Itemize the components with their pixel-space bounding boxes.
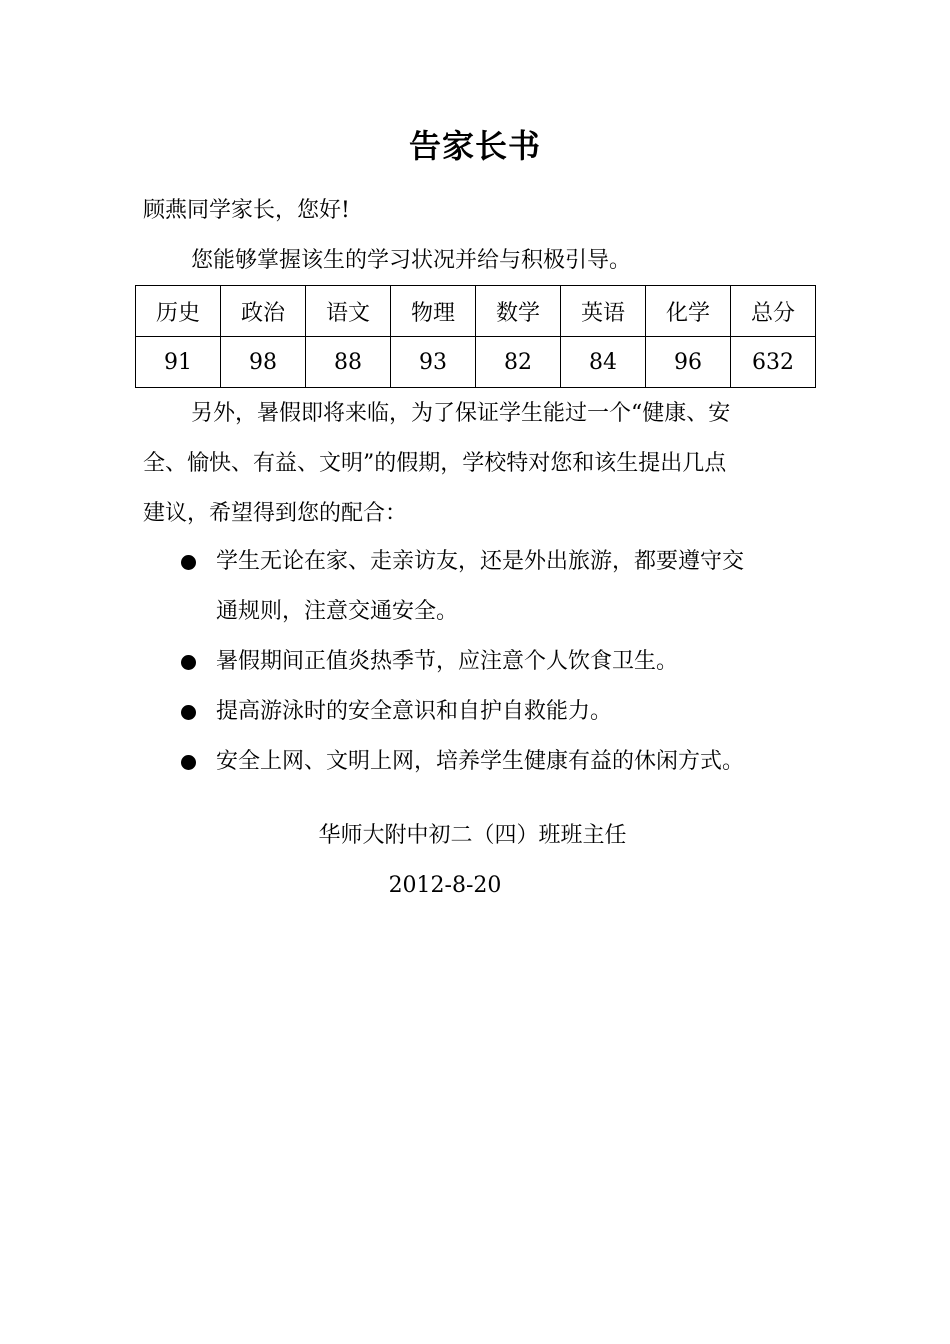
score-cell-total: 632 — [731, 337, 816, 388]
bullet-text: 安全上网、文明上网，培养学生健康有益的休闲方式。 — [216, 749, 745, 774]
score-cell-math: 82 — [476, 337, 561, 388]
score-cell-physics: 93 — [391, 337, 476, 388]
header-cell-politics: 政治 — [221, 286, 306, 337]
bullet-dot-icon — [181, 755, 196, 770]
score-header-row — [136, 286, 816, 337]
bullet-text: 学生无论在家、走亲访友，还是外出旅游，都要遵守交 — [216, 549, 745, 574]
score-value-row — [136, 337, 816, 388]
intro-line: 您能够掌握该生的学习状况并给与积极引导。 — [191, 248, 632, 273]
score-cell-chinese: 88 — [306, 337, 391, 388]
header-cell-chemistry: 化学 — [646, 286, 731, 337]
header-cell-english: 英语 — [561, 286, 646, 337]
bullet-dot-icon — [181, 705, 196, 720]
paragraph-line-3: 建议，希望得到您的配合： — [143, 501, 408, 526]
bullet-text: 通规则，注意交通安全。 — [216, 599, 459, 624]
bullet-dot-icon — [181, 655, 196, 670]
signer-line: 华师大附中初二（四）班班主任 — [318, 823, 627, 848]
score-cell-politics: 98 — [221, 337, 306, 388]
bullet-text: 提高游泳时的安全意识和自护自救能力。 — [216, 699, 613, 724]
bullet-text: 暑假期间正值炎热季节，应注意个人饮食卫生。 — [216, 649, 679, 674]
score-cell-english: 84 — [561, 337, 646, 388]
paragraph-line-2: 全、愉快、有益、文明”的假期，学校特对您和该生提出几点 — [143, 451, 727, 476]
header-cell-chinese: 语文 — [306, 286, 391, 337]
header-cell-history: 历史 — [136, 286, 221, 337]
page-title: 告家长书 — [408, 127, 541, 165]
score-cell-history: 91 — [136, 337, 221, 388]
date-line: 2012-8-20 — [388, 873, 502, 898]
greeting-line: 顾燕同学家长，您好! — [143, 198, 350, 223]
score-table — [135, 285, 816, 388]
score-cell-chemistry: 96 — [646, 337, 731, 388]
header-cell-total: 总分 — [731, 286, 816, 337]
header-cell-physics: 物理 — [391, 286, 476, 337]
bullet-dot-icon — [181, 555, 196, 570]
paragraph-line-1: 另外，暑假即将来临，为了保证学生能过一个“健康、安 — [191, 401, 731, 426]
header-cell-math: 数学 — [476, 286, 561, 337]
